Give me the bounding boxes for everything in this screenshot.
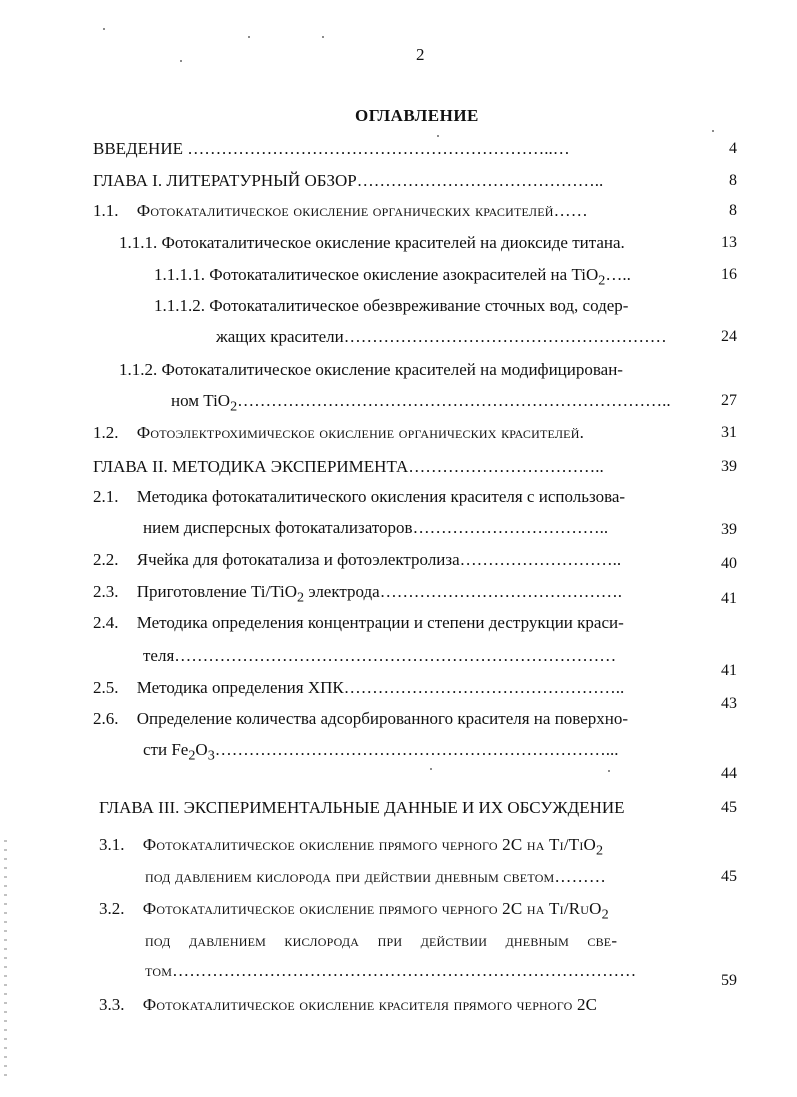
toc-entry-2-6 xyxy=(93,708,628,730)
toc-page: 59 xyxy=(721,972,737,989)
toc-entry-1-1-1-2-cont: жащих красители………………………………………………… xyxy=(216,327,667,346)
toc-page: 41 xyxy=(721,590,737,607)
toc-entry-chapter-3: ГЛАВА III. ЭКСПЕРИМЕНТАЛЬНЫЕ ДАННЫЕ И ИХ ОБСУЖДЕНИЕ xyxy=(99,798,625,817)
subscript: 2 xyxy=(598,272,606,289)
toc-entry-2-2 xyxy=(93,549,621,571)
toc-entry-2-5 xyxy=(93,677,624,699)
toc-page: 16 xyxy=(721,266,737,283)
toc-entry-introduction: ВВЕДЕНИЕ ………………………………………………………..… xyxy=(93,139,570,158)
toc-page: 45 xyxy=(721,868,737,885)
toc-page: 39 xyxy=(721,521,737,538)
subscript: 3 xyxy=(207,747,215,764)
toc-entry-chapter-2: ГЛАВА II. МЕТОДИКА ЭКСПЕРИМЕНТА…………………………….. xyxy=(93,457,604,476)
toc-leader: ………………………………………………………………….. xyxy=(237,391,671,410)
toc-section-number: 2.2. xyxy=(93,550,119,569)
toc-page: 40 xyxy=(721,555,737,572)
toc-page: 41 xyxy=(721,662,737,679)
toc-entry-text: сти Fe xyxy=(143,740,189,759)
toc-entry-3-3 xyxy=(99,994,597,1016)
toc-entry-text: Фотокаталитическое окисление прямого черного 2С на Ti/RuO xyxy=(142,899,602,918)
toc-page: 8 xyxy=(729,202,737,219)
toc-entry-text: 1.1.1.1. Фотокаталитическое окисление азокрасителей на TiO xyxy=(154,265,599,284)
subscript: 2 xyxy=(230,398,238,415)
toc-section-title: Определение количества адсорбированного красителя на поверхно- xyxy=(136,709,629,728)
scan-speck xyxy=(103,28,105,30)
toc-section-number: 1.1. xyxy=(93,201,119,220)
toc-section-title: Ячейка для фотокатализа и фотоэлектролиза……………………….. xyxy=(136,550,622,569)
toc-section-title xyxy=(142,899,609,923)
toc-entry-3-2-cont2: том……………………………………………………………………… xyxy=(145,961,637,980)
toc-entry-3-2-cont: под давлением кислорода при действии дневным све- xyxy=(145,931,618,950)
toc-leader: электрода……………………………………. xyxy=(304,582,622,601)
scan-speck xyxy=(430,768,432,770)
subscript: 2 xyxy=(297,589,305,606)
toc-entry-3-2 xyxy=(99,898,609,925)
toc-section-number: 1.2. xyxy=(93,423,119,442)
toc-page: 31 xyxy=(721,424,737,441)
toc-entry-3-1-cont: под давлением кислорода при действии дневным светом……… xyxy=(145,867,607,886)
toc-page: 27 xyxy=(721,392,737,409)
toc-entry-2-1 xyxy=(93,486,625,508)
toc-page: 39 xyxy=(721,458,737,475)
toc-page: 24 xyxy=(721,328,737,345)
toc-section-title: Методика определения концентрации и степени деструкции краси- xyxy=(136,613,624,632)
toc-section-number: 3.3. xyxy=(99,995,125,1014)
scan-speck xyxy=(608,770,610,772)
toc-page: 8 xyxy=(729,172,737,189)
toc-entry-1-1-1: 1.1.1. Фотокаталитическое окисление красителей на диоксиде титана. xyxy=(119,233,625,252)
toc-entry-chapter-1: ГЛАВА I. ЛИТЕРАТУРНЫЙ ОБЗОР…………………………………….. xyxy=(93,171,604,190)
toc-section-title: Методика фотокаталитического окисления красителя с использова- xyxy=(136,487,626,506)
toc-page: 45 xyxy=(721,799,737,816)
toc-section-number: 2.3. xyxy=(93,582,119,601)
toc-entry-2-4 xyxy=(93,612,624,634)
toc-section-title: Фотокаталитическое окисление органических красителей…… xyxy=(136,201,589,220)
toc-entry-2-1-cont: нием дисперсных фотокатализаторов…………………………….. xyxy=(143,518,609,537)
page-number: 2 xyxy=(416,45,425,64)
toc-section-title: Фотоэлектрохимическое окисление органических красителей. xyxy=(136,423,585,442)
toc-entry-2-6-cont xyxy=(143,739,619,766)
toc-section-number: 3.1. xyxy=(99,835,125,854)
toc-entry-2-3 xyxy=(93,581,622,608)
toc-entry-3-1 xyxy=(99,834,603,861)
toc-section-number: 2.6. xyxy=(93,709,119,728)
toc-entry-1-1-2: 1.1.2. Фотокаталитическое окисление красителей на модифицирован- xyxy=(119,360,623,379)
toc-entry-1-2 xyxy=(93,422,584,444)
scan-speck xyxy=(180,60,182,62)
scan-margin-artifact xyxy=(4,840,7,1080)
toc-page: 43 xyxy=(721,695,737,712)
toc-section-title xyxy=(142,835,604,859)
subscript: 2 xyxy=(601,906,609,923)
scan-speck xyxy=(712,130,714,132)
toc-entry-1-1-1-2: 1.1.1.2. Фотокаталитическое обезвреживание сточных вод, содер- xyxy=(154,296,629,315)
toc-page: 44 xyxy=(721,765,737,782)
toc-entry-1-1 xyxy=(93,200,588,222)
toc-section-number: 2.1. xyxy=(93,487,119,506)
toc-leader: ….. xyxy=(605,265,631,284)
toc-section-title: Методика определения ХПК………………………………………….. xyxy=(136,678,625,697)
toc-entry-1-1-2-cont xyxy=(171,390,671,417)
toc-entry-2-4-cont: теля…………………………………………………………………… xyxy=(143,646,617,665)
scan-speck xyxy=(322,36,324,38)
subscript: 2 xyxy=(596,842,604,859)
toc-section-number: 2.4. xyxy=(93,613,119,632)
subscript: 2 xyxy=(188,747,196,764)
toc-leader: ……………………………………………………………... xyxy=(214,740,619,759)
toc-entry-1-1-1-1 xyxy=(154,264,631,291)
toc-title: ОГЛАВЛЕНИЕ xyxy=(355,106,479,125)
toc-page: 4 xyxy=(729,140,737,157)
toc-entry-text: ном TiO xyxy=(171,391,231,410)
toc-entry-text: O xyxy=(195,740,208,759)
scan-speck xyxy=(248,36,250,38)
toc-entry-text: Приготовление Ti/TiO xyxy=(136,582,297,601)
toc-section-title: Фотокаталитическое окисление красителя прямого черного 2С xyxy=(142,995,598,1014)
toc-section-title xyxy=(136,582,622,606)
toc-entry-text: Фотокаталитическое окисление прямого черного 2С на Ti/TiO xyxy=(142,835,597,854)
toc-page: 13 xyxy=(721,234,737,251)
toc-section-number: 3.2. xyxy=(99,899,125,918)
scan-speck xyxy=(437,135,439,137)
toc-section-number: 2.5. xyxy=(93,678,119,697)
